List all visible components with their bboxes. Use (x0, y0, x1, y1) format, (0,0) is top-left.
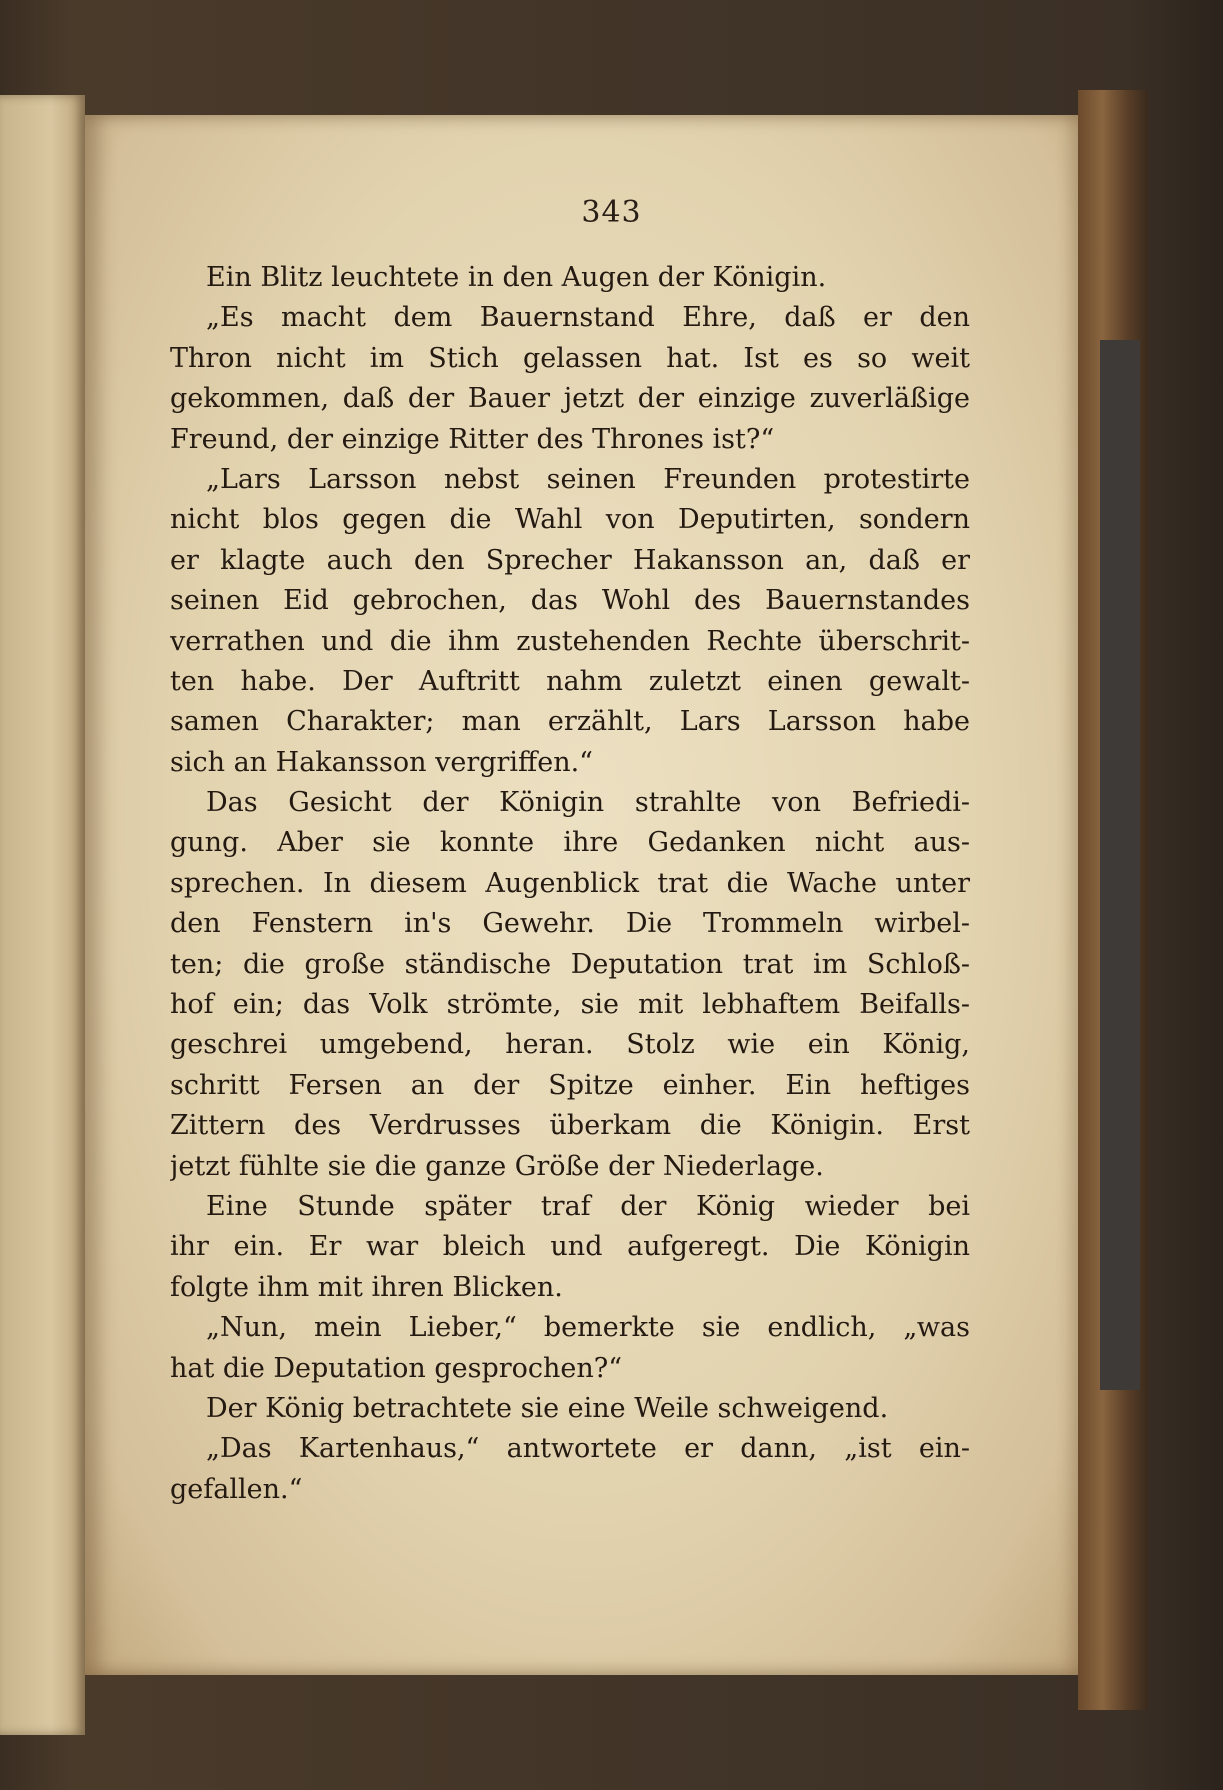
text-line: Der König betrachtete sie eine Weile schweigend. (206, 1392, 889, 1424)
text-line: Freund, der einzige Ritter des Thrones ist?“ (170, 423, 775, 455)
text-line: „Das Kartenhaus,“ antwortete er dann, „ist ein- (206, 1433, 970, 1465)
text-line: er klagte auch den Sprecher Hakansson an, daß er (170, 544, 970, 576)
text-line: geschrei umgebend, heran. Stolz wie ein König, (170, 1029, 970, 1061)
text-line: gekommen, daß der Bauer jetzt der einzige zuverläßige (170, 383, 970, 415)
text-line: „Lars Larsson nebst seinen Freunden protestirte (206, 463, 970, 495)
text-line: gung. Aber sie konnte ihre Gedanken nicht aus- (170, 827, 970, 859)
text-line: schritt Fersen an der Spitze einher. Ein heftiges (170, 1069, 970, 1101)
text-line: Eine Stunde später traf der König wieder bei (206, 1190, 970, 1222)
text-line: „Es macht dem Bauernstand Ehre, daß er den (206, 302, 970, 334)
left-page-edge (0, 95, 85, 1735)
text-line: sprechen. In diesem Augenblick trat die Wache unter (170, 867, 970, 899)
text-line: ten; die große ständische Deputation trat im Schloß- (170, 948, 970, 980)
text-line: sich an Hakansson vergriffen.“ (170, 746, 593, 778)
text-line: gefallen.“ (170, 1473, 303, 1505)
text-line: jetzt fühlte sie die ganze Größe der Niederlage. (170, 1150, 824, 1182)
text-line: den Fenstern in's Gewehr. Die Trommeln wirbel- (170, 908, 970, 940)
text-line: Thron nicht im Stich gelassen hat. Ist es so weit (170, 342, 970, 374)
text-line: nicht blos gegen die Wahl von Deputirten, sondern (170, 504, 970, 536)
text-line: hof ein; das Volk strömte, sie mit lebhaftem Beifalls- (170, 989, 970, 1021)
text-line: ten habe. Der Auftritt nahm zuletzt einen gewalt- (170, 665, 970, 697)
text-line: ihr ein. Er war bleich und aufgeregt. Die Königin (170, 1231, 970, 1263)
text-line: Ein Blitz leuchtete in den Augen der Königin. (206, 262, 827, 293)
text-line: folgte ihm mit ihren Blicken. (170, 1271, 563, 1303)
text-line: samen Charakter; man erzählt, Lars Larsson habe (170, 706, 970, 738)
cover-cloth-strip (1100, 340, 1140, 1390)
text-line: Das Gesicht der Königin strahlte von Befriedi- (206, 787, 970, 819)
page-text (170, 258, 970, 1510)
text-line: seinen Eid gebrochen, das Wohl des Bauernstandes (170, 585, 970, 617)
text-line: verrathen und die ihm zustehenden Rechte überschrit- (170, 625, 970, 657)
text-line: Zittern des Verdrusses überkam die Königin. Erst (170, 1110, 970, 1142)
page-number: 343 (581, 195, 642, 230)
text-line: hat die Deputation gesprochen?“ (170, 1352, 623, 1384)
text-line: „Nun, mein Lieber,“ bemerkte sie endlich, „was (206, 1312, 970, 1344)
